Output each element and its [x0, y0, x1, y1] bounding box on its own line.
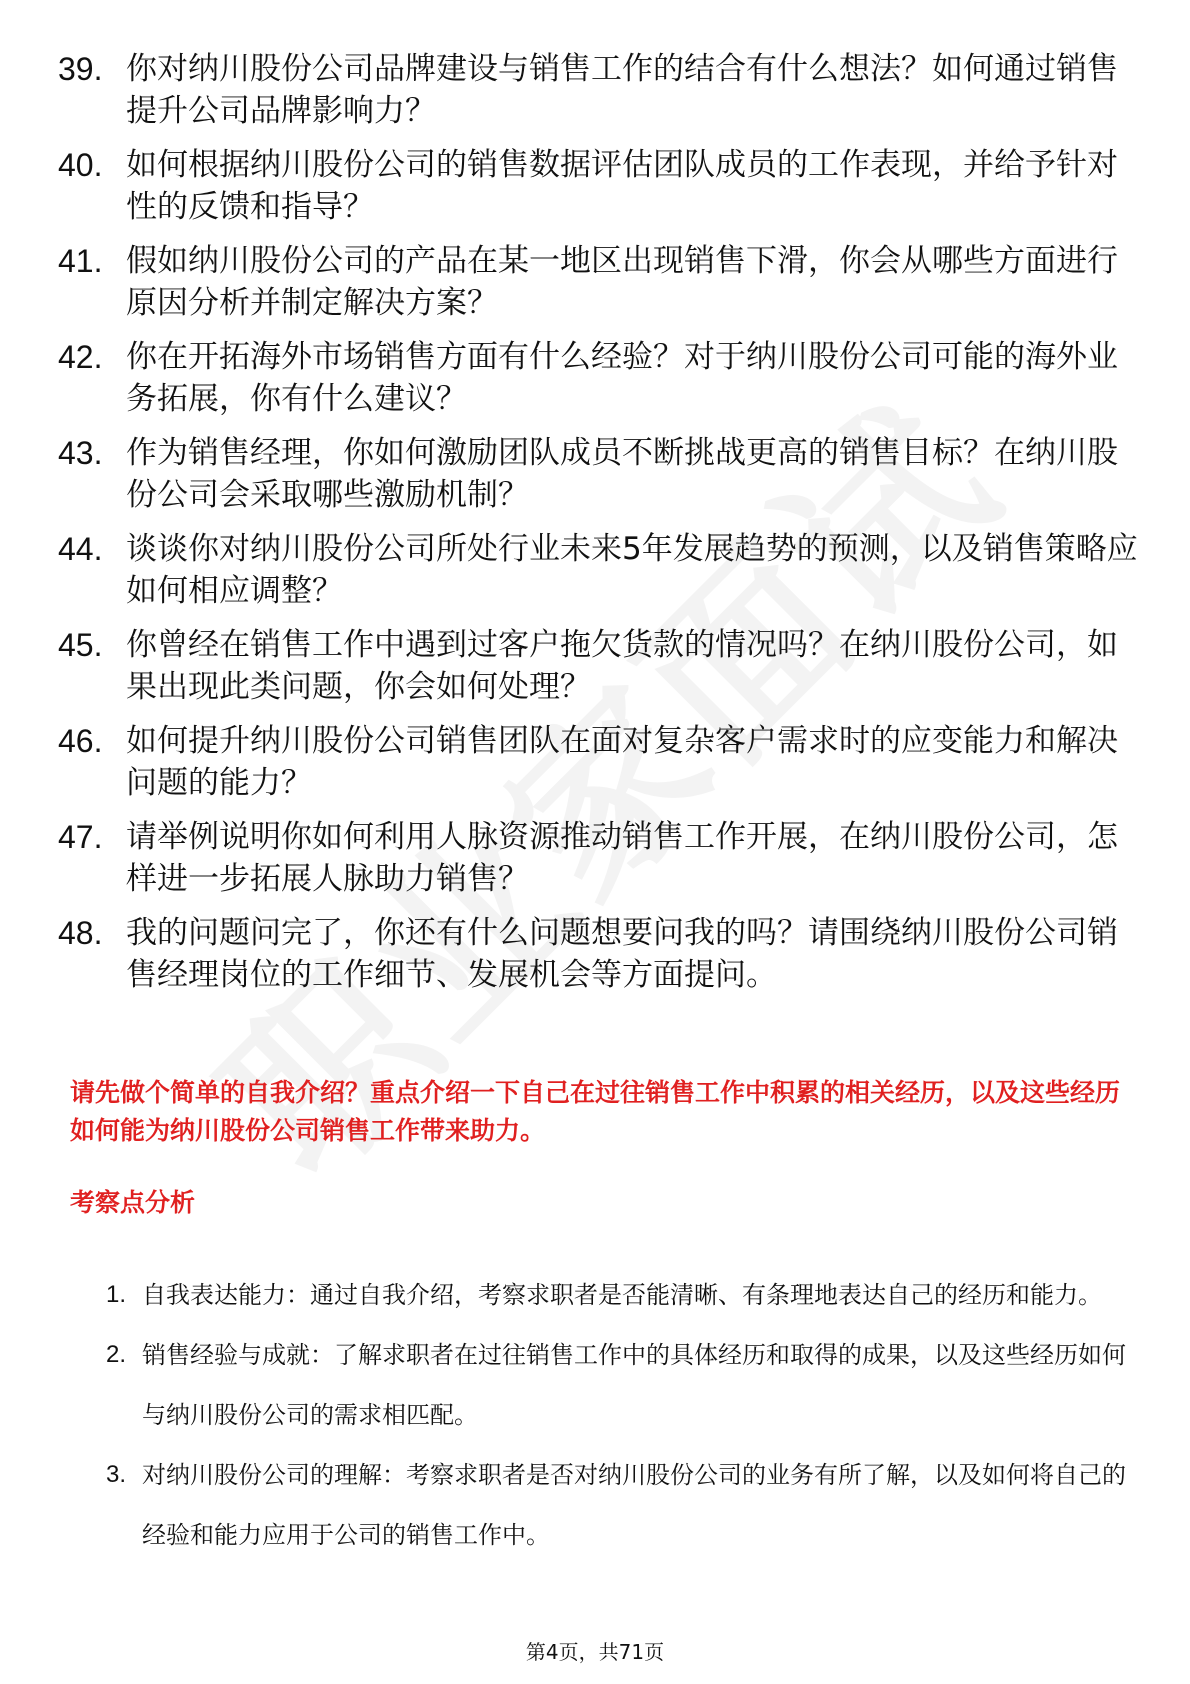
question-item [58, 144, 1148, 228]
analysis-text: 对纳川股份公司的理解：考察求职者是否对纳川股份公司的业务有所了解，以及如何将自己的经验和能力应用于公司的销售工作中。 [142, 1461, 1126, 1549]
analysis-number: 3. [105, 1461, 126, 1488]
highlight-question: 请先做个简单的自我介绍？重点介绍一下自己在过往销售工作中积累的相关经历，以及这些经历如何能为纳川股份公司销售工作带来助力。 [70, 1078, 1121, 1145]
question-text: 作为销售经理，你如何激励团队成员不断挑战更高的销售目标？在纳川股份公司会采取哪些激励机制？ [126, 435, 1118, 513]
question-number: 48. [58, 915, 103, 951]
question-text: 假如纳川股份公司的产品在某一地区出现销售下滑，你会从哪些方面进行原因分析并制定解决方案？ [126, 243, 1118, 321]
analysis-item [78, 1325, 1128, 1445]
question-item [58, 336, 1148, 420]
analysis-title: 考察点分析 [70, 1188, 196, 1217]
question-item [58, 912, 1148, 996]
question-item [58, 816, 1148, 900]
analysis-item [78, 1445, 1128, 1565]
question-item [58, 624, 1148, 708]
question-text: 请举例说明你如何利用人脉资源推动销售工作开展，在纳川股份公司，怎样进一步拓展人脉助力销售？ [126, 819, 1118, 897]
page-footer: 第4页，共71页 [525, 1640, 665, 1664]
question-number: 43. [58, 435, 103, 471]
question-item [58, 720, 1148, 804]
question-text: 如何根据纳川股份公司的销售数据评估团队成员的工作表现，并给予针对性的反馈和指导？ [126, 147, 1118, 225]
question-item [58, 432, 1148, 516]
question-number: 39. [58, 51, 103, 87]
question-number: 40. [58, 147, 103, 183]
question-text: 谈谈你对纳川股份公司所处行业未来5年发展趋势的预测，以及销售策略应如何相应调整？ [126, 531, 1138, 609]
question-number: 42. [58, 339, 103, 375]
question-number: 41. [58, 243, 103, 279]
question-item [58, 240, 1148, 324]
question-text: 我的问题问完了，你还有什么问题想要问我的吗？请围绕纳川股份公司销售经理岗位的工作细节、发展机会等方面提问。 [126, 915, 1118, 993]
analysis-number: 1. [105, 1281, 126, 1308]
question-text: 你对纳川股份公司品牌建设与销售工作的结合有什么想法？如何通过销售提升公司品牌影响力？ [126, 51, 1118, 129]
analysis-text: 销售经验与成就：了解求职者在过往销售工作中的具体经历和取得的成果，以及这些经历如何与纳川股份公司的需求相匹配。 [142, 1341, 1126, 1429]
analysis-list [78, 1265, 1128, 1565]
question-text: 如何提升纳川股份公司销售团队在面对复杂客户需求时的应变能力和解决问题的能力？ [126, 723, 1118, 801]
question-text: 你曾经在销售工作中遇到过客户拖欠货款的情况吗？在纳川股份公司，如果出现此类问题，你会如何处理？ [126, 627, 1118, 705]
question-text: 你在开拓海外市场销售方面有什么经验？对于纳川股份公司可能的海外业务拓展，你有什么建议？ [126, 339, 1118, 417]
question-number: 47. [58, 819, 103, 855]
question-list [58, 48, 1148, 1008]
question-item [58, 48, 1148, 132]
analysis-text: 自我表达能力：通过自我介绍，考察求职者是否能清晰、有条理地表达自己的经历和能力。 [142, 1281, 1102, 1309]
question-number: 46. [58, 723, 103, 759]
analysis-number: 2. [105, 1341, 126, 1368]
question-number: 44. [58, 531, 103, 567]
question-item [58, 528, 1148, 612]
analysis-item [78, 1265, 1128, 1325]
question-number: 45. [58, 627, 103, 663]
